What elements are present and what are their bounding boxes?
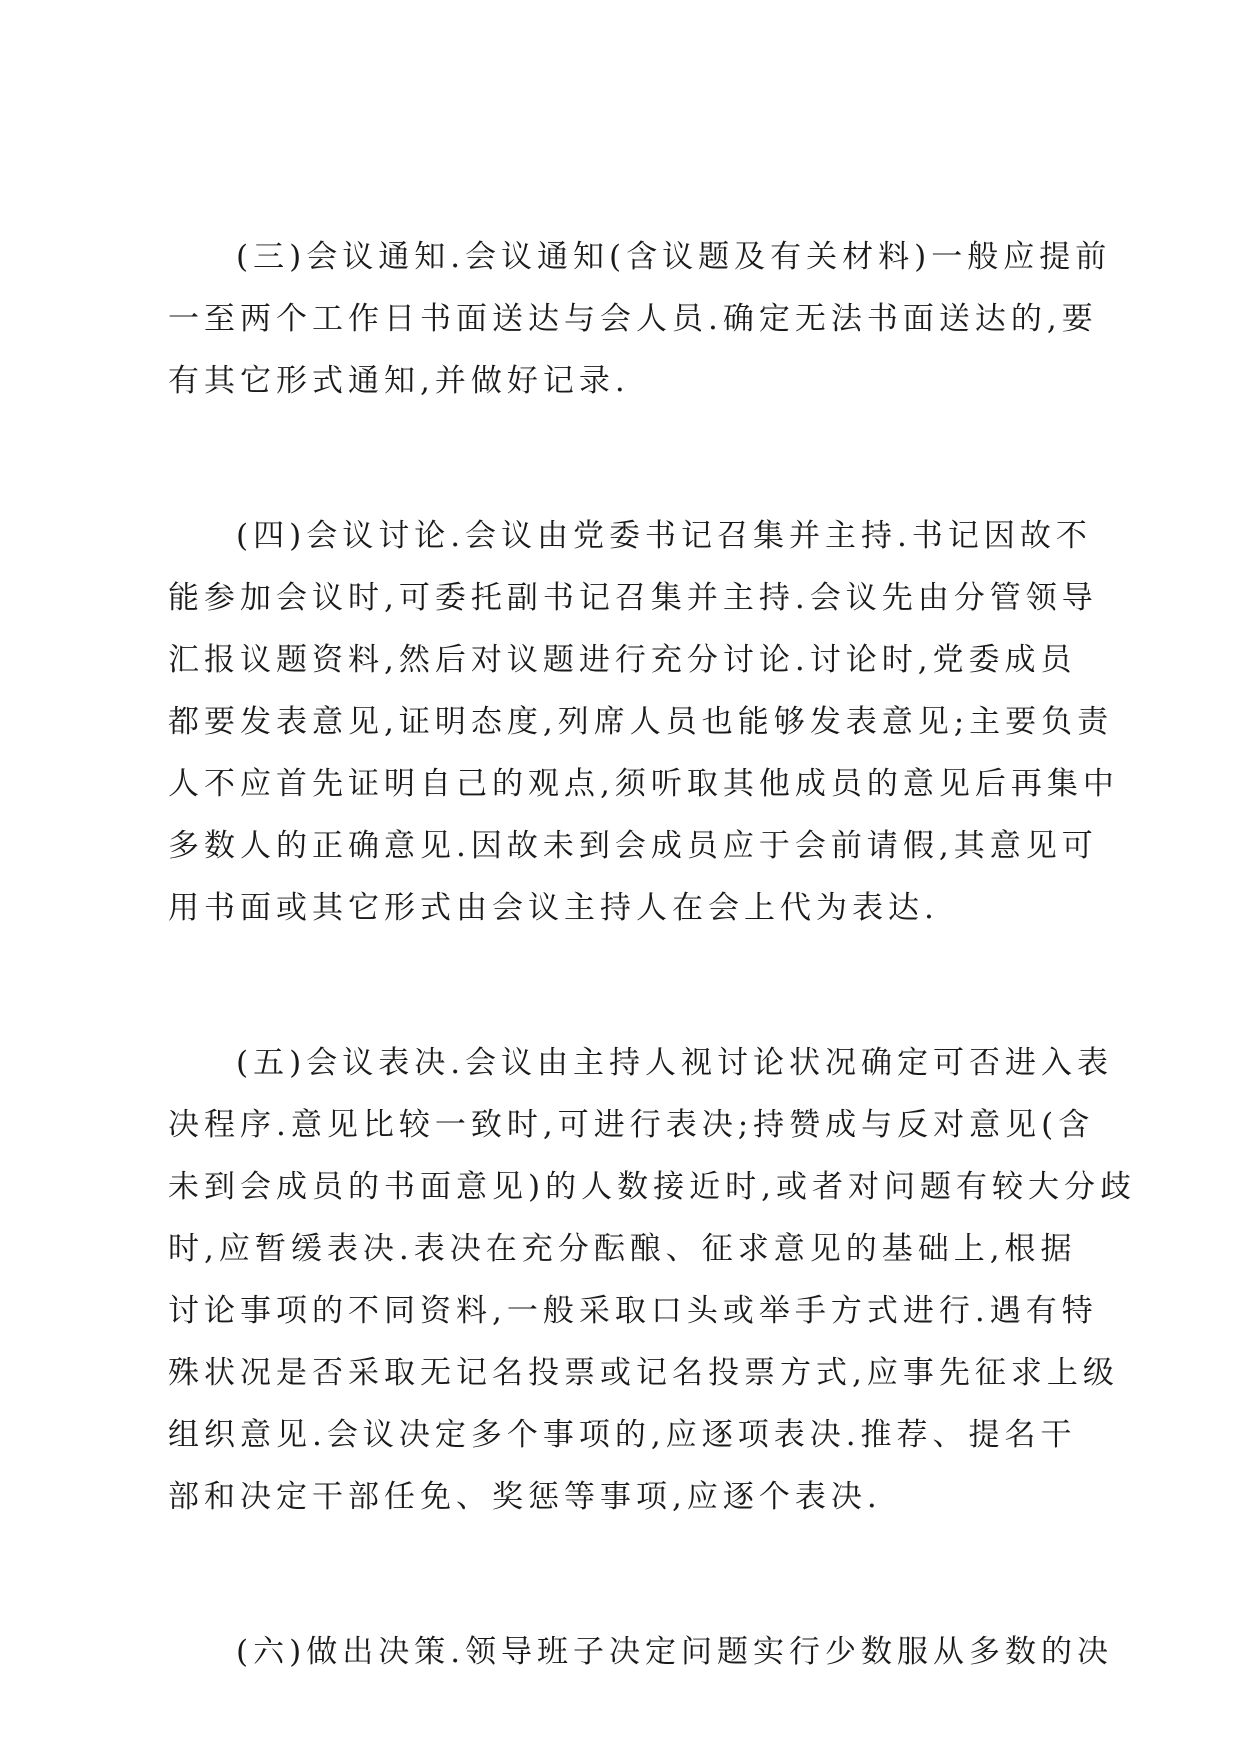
text-line: 用书面或其它形式由会议主持人在会上代为表达. xyxy=(168,890,939,926)
paragraph-spacer xyxy=(168,939,1073,1032)
text-line: 决程序.意见比较一致时,可进行表决;持赞成与反对意见(含 xyxy=(168,1107,1095,1143)
text-line: (六)做出决策.领导班子决定问题实行少数服从多数的决 xyxy=(236,1634,1114,1670)
text-line: 多数人的正确意见.因故未到会成员应于会前请假,其意见可 xyxy=(168,828,1098,864)
text-line: 都要发表意见,证明态度,列席人员也能够发表意见;主要负责 xyxy=(168,704,1114,740)
text-line: 能参加会议时,可委托副书记召集并主持.会议先由分管领导 xyxy=(168,580,1098,616)
text-line: (四)会议讨论.会议由党委书记召集并主持.书记因故不 xyxy=(236,518,1092,554)
text-line: 汇报议题资料,然后对议题进行充分讨论.讨论时,党委成员 xyxy=(168,642,1077,678)
paragraph-meeting-notice xyxy=(168,226,1112,412)
text-line: 部和决定干部任免、奖惩等事项,应逐个表决. xyxy=(168,1479,882,1515)
paragraph-spacer xyxy=(168,1528,1073,1621)
text-line: 讨论事项的不同资料,一般采取口头或举手方式进行.遇有特 xyxy=(168,1293,1098,1329)
paragraph-make-decision xyxy=(168,1621,1114,1683)
text-line: (五)会议表决.会议由主持人视讨论状况确定可否进入表 xyxy=(236,1045,1114,1081)
paragraph-meeting-vote xyxy=(168,1032,1136,1528)
text-line: 时,应暂缓表决.表决在充分酝酿、征求意见的基础上,根据 xyxy=(168,1231,1077,1267)
paragraph-spacer xyxy=(168,412,1073,505)
text-line: 有其它形式通知,并做好记录. xyxy=(168,363,630,399)
text-line: 殊状况是否采取无记名投票或记名投票方式,应事先征求上级 xyxy=(168,1355,1119,1391)
document-body xyxy=(168,226,1136,1683)
text-line: 人不应首先证明自己的观点,须听取其他成员的意见后再集中 xyxy=(168,766,1119,802)
paragraph-meeting-discussion xyxy=(168,505,1119,939)
text-line: 组织意见.会议决定多个事项的,应逐项表决.推荐、提名干 xyxy=(168,1417,1077,1453)
text-line: 一至两个工作日书面送达与会人员.确定无法书面送达的,要 xyxy=(168,301,1098,337)
text-line: 未到会成员的书面意见)的人数接近时,或者对问题有较大分歧 xyxy=(168,1169,1136,1205)
text-line: (三)会议通知.会议通知(含议题及有关材料)一般应提前 xyxy=(236,239,1112,275)
